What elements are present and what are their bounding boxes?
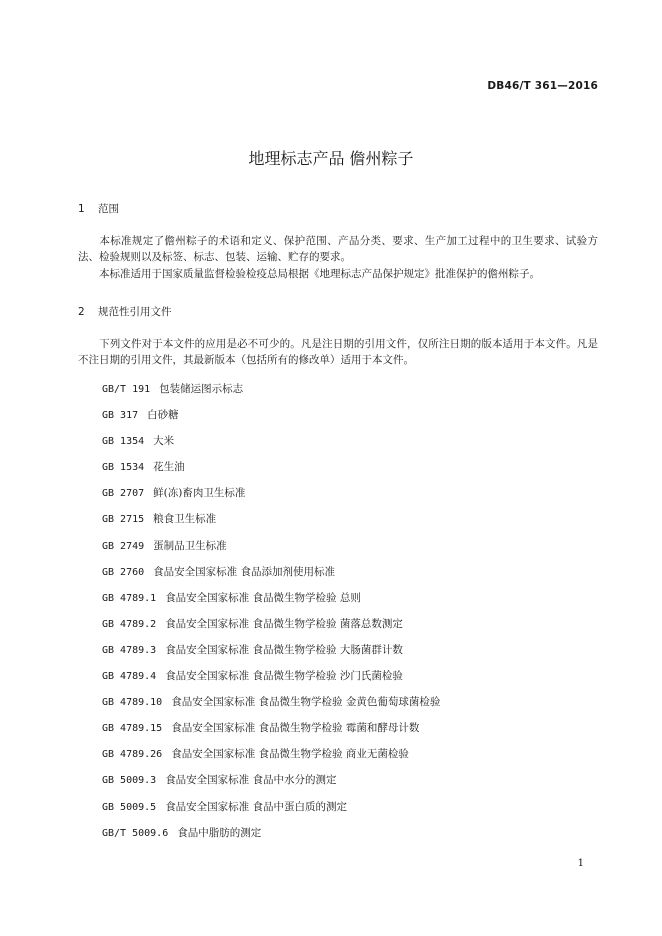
reference-title: 食品安全国家标准 食品微生物学检验 菌落总数测定 xyxy=(165,617,403,630)
section-2-number: 2 xyxy=(78,306,85,318)
reference-title: 蛋制品卫生标准 xyxy=(153,539,227,552)
reference-title: 食品安全国家标准 食品中蛋白质的测定 xyxy=(165,800,348,813)
reference-item xyxy=(102,694,440,720)
reference-title: 包装储运图示标志 xyxy=(159,383,244,395)
normative-references-list xyxy=(102,381,440,851)
reference-title: 食品安全国家标准 食品微生物学检验 金黄色葡萄球菌检验 xyxy=(171,696,441,709)
reference-code: GB 4789.4 xyxy=(102,671,157,683)
reference-title: 大米 xyxy=(153,435,175,448)
reference-code: GB 2707 xyxy=(102,488,145,500)
references-intro-text: 下列文件对于本文件的应用是必不可少的。凡是注日期的引用文件，仅所注日期的版本适用于本文件。凡是不注日期的引用文件，其最新版本（包括所有的修改单）适用于本文件。 xyxy=(78,338,598,366)
scope-paragraph-2 xyxy=(78,266,598,282)
reference-code: GB 2715 xyxy=(102,514,145,526)
reference-item xyxy=(102,485,440,511)
scope-paragraph-2-text: 本标准适用于国家质量监督检验检疫总局根据《地理标志产品保护规定》批准保护的儋州粽子。 xyxy=(99,268,540,280)
document-title: 地理标志产品 儋州粽子 xyxy=(248,149,414,168)
reference-item xyxy=(102,433,440,459)
reference-item xyxy=(102,459,440,485)
scope-paragraph-1 xyxy=(78,233,598,265)
reference-code: GB 5009.3 xyxy=(102,775,157,787)
reference-code: GB 2749 xyxy=(102,540,145,552)
references-intro-paragraph xyxy=(78,336,598,368)
reference-title: 粮食卫生标准 xyxy=(153,513,217,526)
section-2-heading xyxy=(78,304,172,319)
reference-title: 白砂糖 xyxy=(147,409,179,422)
section-1-number: 1 xyxy=(78,203,85,215)
reference-item xyxy=(102,642,440,668)
reference-title: 食品安全国家标准 食品微生物学检验 大肠菌群计数 xyxy=(165,643,403,656)
reference-code: GB 1534 xyxy=(102,462,145,474)
reference-item xyxy=(102,799,440,825)
reference-item xyxy=(102,538,440,564)
scope-paragraph-1-text: 本标准规定了儋州粽子的术语和定义、保护范围、产品分类、要求、生产加工过程中的卫生要求、试验方法、检验规则以及标签、标志、包装、运输、贮存的要求。 xyxy=(78,235,598,263)
reference-code: GB/T 191 xyxy=(102,384,151,395)
reference-item xyxy=(102,746,440,772)
reference-code: GB 4789.3 xyxy=(102,644,157,656)
reference-code: GB 4789.2 xyxy=(102,618,157,630)
reference-title: 食品安全国家标准 食品微生物学检验 总则 xyxy=(165,591,361,604)
reference-code: GB 4789.15 xyxy=(102,723,163,735)
reference-title: 食品安全国家标准 食品微生物学检验 商业无菌检验 xyxy=(171,748,409,761)
reference-item xyxy=(102,511,440,537)
reference-item xyxy=(102,407,440,433)
reference-code: GB 4789.1 xyxy=(102,592,157,604)
reference-title: 鲜(冻)畜肉卫生标准 xyxy=(153,487,246,500)
reference-code: GB 4789.10 xyxy=(102,697,163,709)
reference-item xyxy=(102,825,440,851)
reference-title: 食品中脂肪的测定 xyxy=(177,826,262,839)
reference-item xyxy=(102,668,440,694)
reference-item xyxy=(102,772,440,798)
reference-item xyxy=(102,616,440,642)
reference-item xyxy=(102,564,440,590)
reference-code: GB 2760 xyxy=(102,566,145,578)
section-2-title: 规范性引用文件 xyxy=(98,306,172,318)
reference-item xyxy=(102,381,440,407)
reference-item xyxy=(102,590,440,616)
reference-code: GB 5009.5 xyxy=(102,801,157,813)
reference-code: GB/T 5009.6 xyxy=(102,827,169,839)
standard-code: DB46/T 361—2016 xyxy=(487,80,598,92)
page-number: 1 xyxy=(577,858,584,869)
reference-title: 食品安全国家标准 食品微生物学检验 霉菌和酵母计数 xyxy=(171,722,420,735)
reference-code: GB 1354 xyxy=(102,436,145,448)
reference-title: 食品安全国家标准 食品添加剂使用标准 xyxy=(153,565,335,578)
section-1-title: 范围 xyxy=(98,203,119,215)
reference-title: 食品安全国家标准 食品微生物学检验 沙门氏菌检验 xyxy=(165,670,403,683)
reference-code: GB 4789.26 xyxy=(102,749,163,761)
reference-title: 花生油 xyxy=(153,461,185,474)
reference-item xyxy=(102,720,440,746)
reference-title: 食品安全国家标准 食品中水分的测定 xyxy=(165,774,337,787)
reference-code: GB 317 xyxy=(102,410,139,422)
section-1-heading xyxy=(78,201,119,216)
